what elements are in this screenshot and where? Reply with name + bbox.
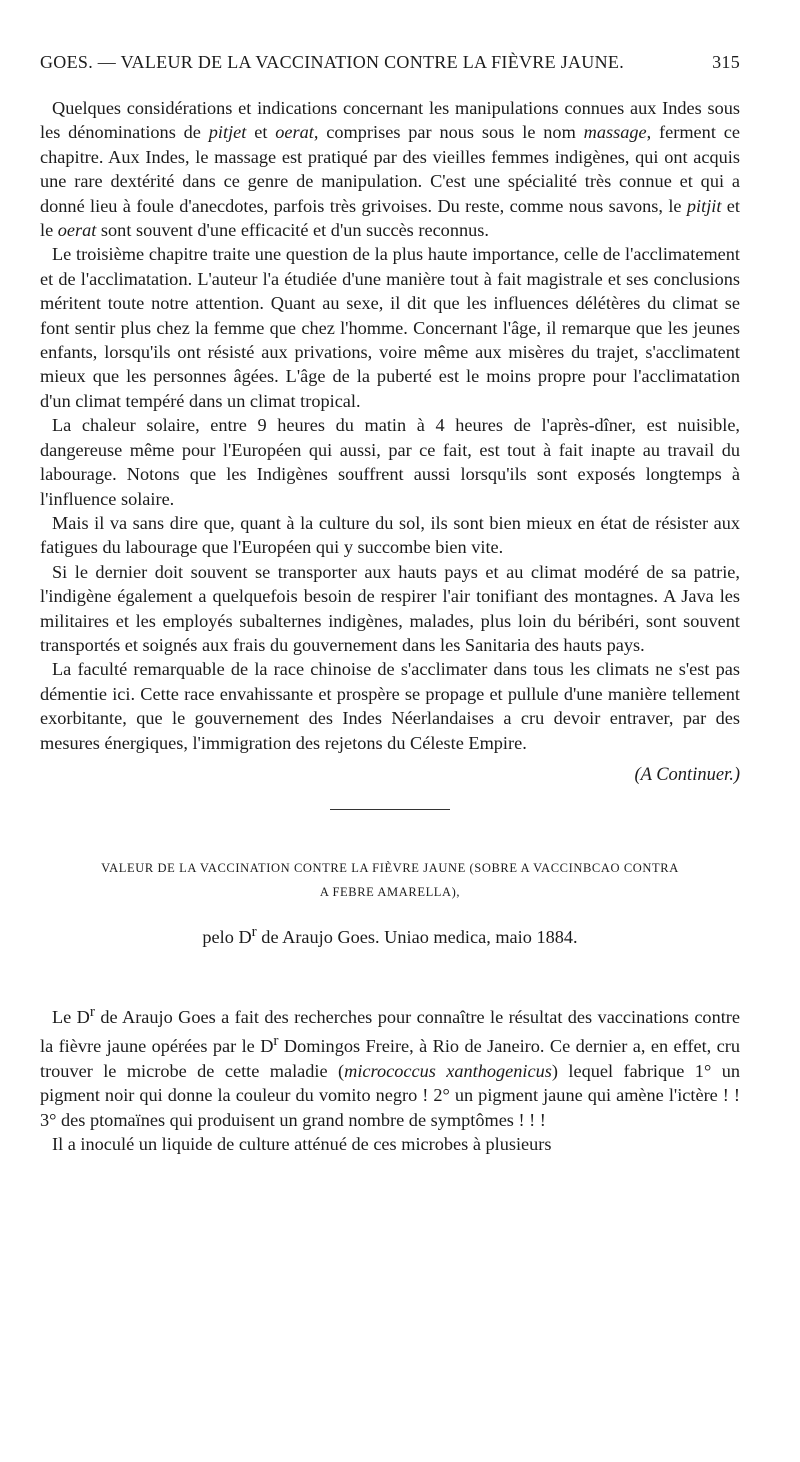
paragraph-hauts-pays: Si le dernier doit souvent se transporter aux hauts pays et au climat modéré de sa patrie, l'indigène également a quelquefois besoin de respirer l'air tonifiant des montagnes. A Java les militaires et les employés subalternes indigènes, malades, plus loin du béribéri, sont souvent transportés et soignés aux frais du gouvernement dans les Sanitaria des hauts pays. <box>40 561 740 655</box>
article-title <box>40 856 740 904</box>
running-title: GOES. — VALEUR DE LA VACCINATION CONTRE LA FIÈVRE JAUNE. <box>40 52 624 72</box>
continuation-note: (A Continuer.) <box>634 764 740 785</box>
page-number: 315 <box>712 52 740 72</box>
text-body <box>40 96 740 1157</box>
running-header <box>40 52 740 80</box>
section-divider <box>330 809 450 810</box>
paragraph-culture: Mais il va sans dire que, quant à la culture du sol, ils sont bien mieux en état de résister aux fatigues du labourage que l'Européen qui y succombe bien vite. <box>40 512 740 558</box>
article-author: pelo $D^r$ de Araujo Goes. Uniao medica, maio 1884. <box>202 923 578 948</box>
paragraph-acclimatement: Le troisième chapitre traite une question de la plus haute importance, celle de l'acclimatement et de l'acclimatation. L'auteur l'a étudiée d'une manière tout à fait magistrale et ses conclusions méritent toute notre attention. Quant au sexe, il dit que les influences délétères du climat se font sentir plus chez la femme que chez l'homme. Concernant l'âge, il remarque que les jeunes enfants, lorsqu'ils ont résisté aux privations, voire même aux misères du trajet, s'acclimatent mieux que les personnes âgées. L'âge de la puberté est le moins propre pour l'acclimatation d'un climat tempéré dans un climat tropical. <box>40 244 740 411</box>
paragraph-recherches: Le $D^r$ de Araujo Goes a fait des recherches pour connaître le résultat des vaccinations contre la fièvre jaune opérées par le $D^r$ Domingos Freire, à Rio de Janeiro. Ce dernier a, en effet, cru trouver le microbe de cette maladie (micrococcus xanthogenicus) lequel fabrique 1° un pigment noir qui donne la couleur du vomito negro ! 2° un pigment jaune qui amène l'ictère ! ! 3° des ptomaïnes qui produisent un grand nombre de symptômes ! ! ! <box>40 1002 740 1130</box>
paragraph-massage: Quelques considérations et indications concernant les manipulations connues aux Indes sous les dénominations de pitjet et oerat, comprises par nous sous le nom massage, ferment ce chapitre. Aux Indes, le massage est pratiqué par des vieilles femmes indigènes, qui ont acquis une rare dextérité dans ce genre de manipulation. C'est une spécialité très connue et qui a donné lieu à foule d'anecdotes, parfois très grivoises. Du reste, comme nous savons, le pitjit et le oerat sont souvent d'une efficacité et d'un succès reconnus. <box>40 98 740 241</box>
article-body <box>40 1000 740 1157</box>
article-title-line-2: A FEBRE AMARELLA), <box>319 885 461 900</box>
paragraph-race-chinoise: La faculté remarquable de la race chinoise de s'acclimater dans tous les climats ne s'est pas démentie ici. Cette race envahissante et prospère se propage et pullule d'une manière tellement exorbitante, que le gouvernement des Indes Néerlandaises a cru devoir entraver, par des mesures énergiques, l'immigration des rejetons du Céleste Empire. <box>40 659 740 753</box>
article-title-line-1: VALEUR DE LA VACCINATION CONTRE LA FIÈVRE JAUNE (SOBRE A VACCINBCAO CONTRA <box>101 861 679 876</box>
paragraph-inoculation: Il a inoculé un liquide de culture atténué de ces microbes à plusieurs <box>52 1134 552 1155</box>
paragraph-chaleur: La chaleur solaire, entre 9 heures du matin à 4 heures de l'après-dîner, est nuisible, dangereuse même pour l'Européen qui aussi, par ce fait, est tout à fait inapte au travail du labourage. Notons que les Indigènes souffrent aussi lorsqu'ils sont exposés longtemps à l'influence solaire. <box>40 415 740 509</box>
